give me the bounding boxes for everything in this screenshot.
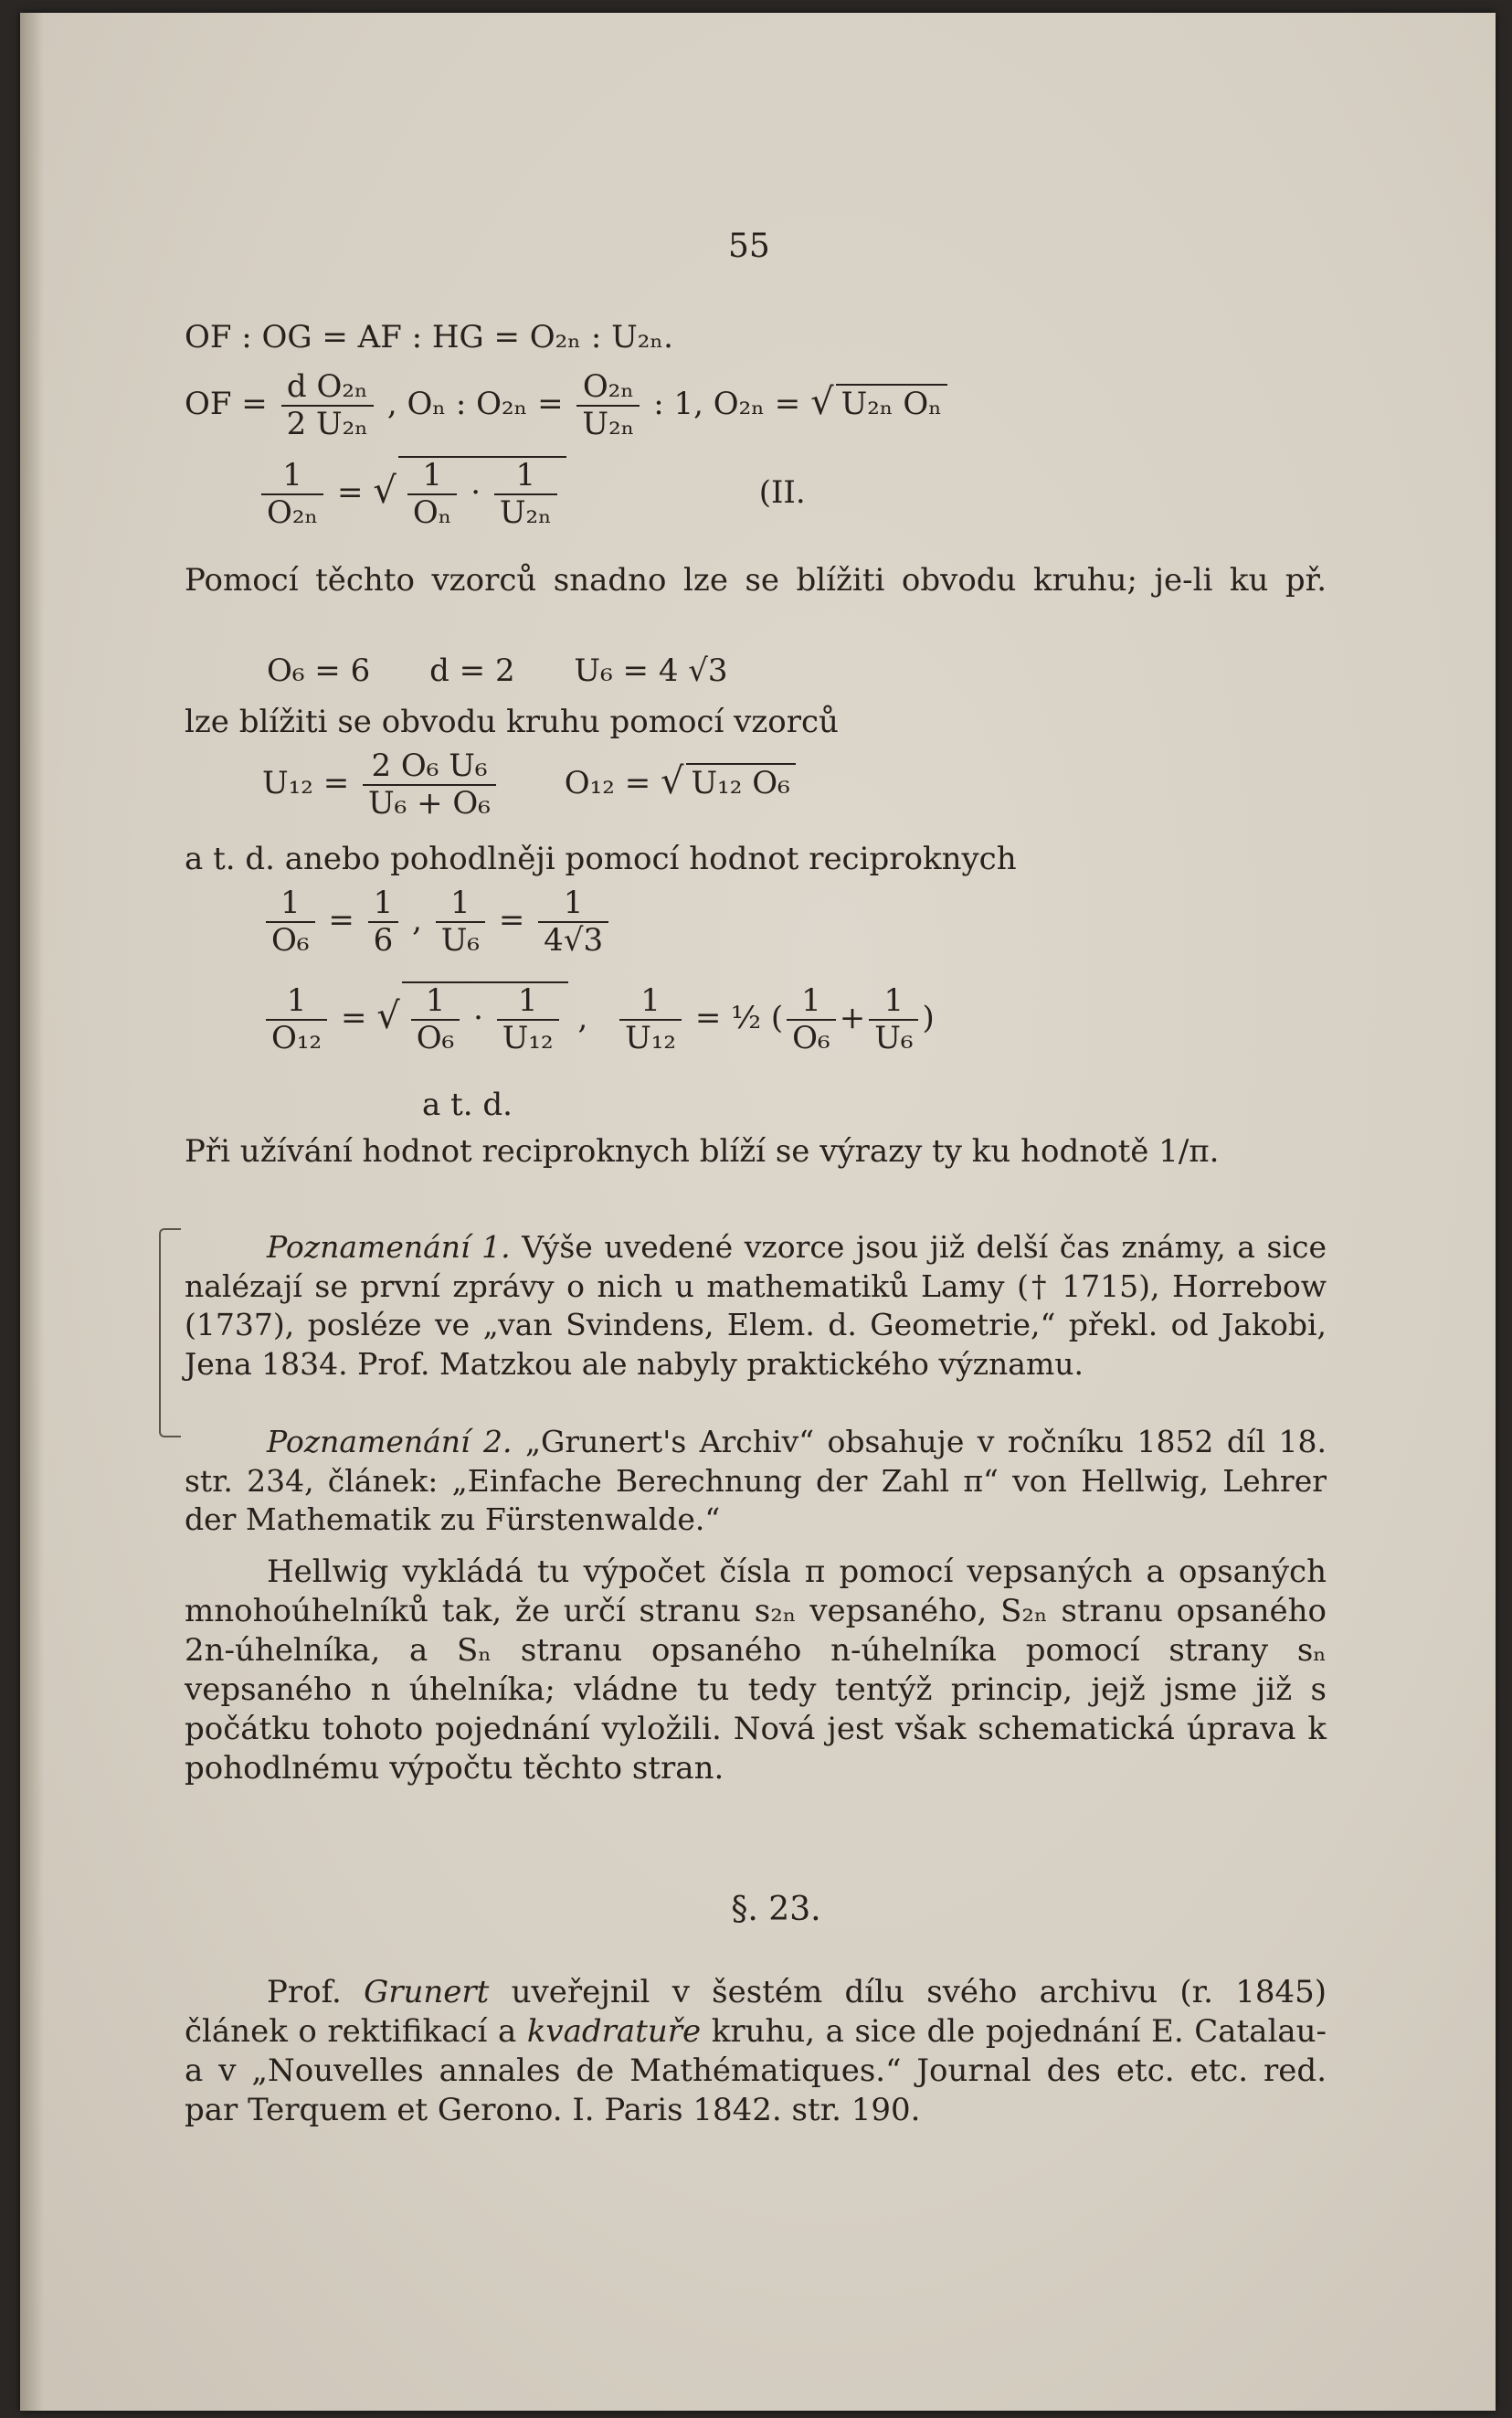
fraction (411, 983, 460, 1056)
fraction (266, 886, 315, 959)
formula-reciprocal-values (262, 886, 612, 959)
note-1 (185, 1228, 1327, 1384)
formula-reciprocal-o2n (258, 456, 806, 531)
radicand: U₁₂ O₆ (686, 763, 796, 801)
equals-sign: = (340, 1000, 367, 1037)
numerator: 1 (497, 983, 559, 1021)
numerator: 1 (368, 886, 399, 923)
numerator: 1 (538, 886, 608, 923)
radicand (398, 456, 566, 531)
numerator: 1 (266, 886, 315, 923)
formula-initial-values: O₆ = 6 d = 2 U₆ = 4 √3 (267, 652, 728, 689)
and-so-on: a t. d. (422, 1087, 513, 1123)
numerator: 2 O₆ U₆ (363, 748, 496, 786)
radical-sign: √ (376, 995, 400, 1038)
grunert-text-2: kruhu, a sice dle pojednání E. Catalau-a v „Nouvelles annales de Mathématiques.“ Journal des etc. etc. red. par Terquem et Gerono. I. Paris 1842. str. 190. (185, 2013, 1327, 2128)
grunert-word: kvadratuře (526, 2013, 702, 2050)
numerator: 1 (407, 458, 458, 495)
fraction (869, 983, 918, 1056)
fraction (281, 369, 374, 442)
equals-sign: = (328, 902, 354, 939)
equals-sign: = (498, 902, 525, 939)
comma: , (412, 902, 422, 939)
denominator: U₁₂ (502, 1020, 554, 1057)
note-2-text: „Grunert's Archiv“ obsahuje v ročníku 1852 díl 18. str. 234, článek: „Einfache Berechnung der Zahl π“ von Hellwig, Lehrer der Mathematik zu Fürstenwalde.“ (185, 1424, 1327, 1537)
section-heading: §. 23. (731, 1891, 821, 1928)
fraction (368, 886, 399, 959)
formula-of (185, 369, 947, 442)
grunert-text-1: uveřejnil v šestém dílu svého archivu (r. 1845) článek o rektifikací a (185, 1974, 1327, 2050)
numerator: 1 (411, 983, 460, 1021)
denominator: U₆ + O₆ (368, 785, 491, 822)
denominator: Oₙ (412, 494, 452, 532)
numerator: 1 (619, 983, 682, 1021)
fraction (266, 983, 327, 1056)
denominator: O₁₂ (271, 1020, 322, 1057)
note-2 (185, 1423, 1327, 1540)
denominator: 4√3 (544, 922, 604, 960)
fraction (363, 748, 496, 822)
denominator: U₁₂ (625, 1020, 676, 1057)
denominator: U₂ₙ (499, 494, 552, 532)
equals-sign: = (694, 1000, 722, 1037)
formula-reciprocal-o12 (262, 981, 935, 1056)
close-paren: ) (922, 1000, 935, 1037)
radical-sign: √ (810, 381, 834, 424)
dot-operator: · (471, 474, 481, 512)
numerator: 1 (261, 458, 323, 495)
plus-sign: + (839, 1000, 866, 1037)
o12-lhs: O₁₂ = (564, 765, 651, 802)
paragraph-intro: Pomocí těchto vzorců snadno lze se blížiti obvodu kruhu; je-li ku př. (185, 562, 1327, 599)
denominator: 2 U₂ₙ (286, 406, 369, 443)
fraction (538, 886, 608, 959)
denominator: U₂ₙ (582, 406, 635, 443)
formula-of-lhs: OF = (185, 386, 268, 423)
formula-of-tail: : 1, O₂ₙ = (653, 386, 801, 423)
fraction (407, 458, 458, 531)
denominator: O₆ (792, 1020, 830, 1057)
formula-proportion: OF : OG = AF : HG = O₂ₙ : U₂ₙ. (185, 319, 673, 355)
denominator: U₆ (440, 922, 481, 960)
grunert-prefix: Prof. (267, 1974, 342, 2010)
paragraph-grunert (185, 1973, 1327, 2130)
equation-label: (II. (758, 474, 806, 512)
denominator: O₆ (271, 922, 310, 960)
book-page (20, 13, 1496, 2411)
numerator: d O₂ₙ (281, 369, 374, 407)
margin-bracket (159, 1228, 181, 1437)
open-paren: ( (770, 1000, 784, 1037)
formula-of-mid: , Oₙ : O₂ₙ = (386, 386, 564, 423)
paragraph-reciprocal: a t. d. anebo pohodlněji pomocí hodnot reciproknych (185, 841, 1017, 877)
numerator: 1 (266, 983, 327, 1021)
paragraph-formulas: lze blížiti se obvodu kruhu pomocí vzorců (185, 704, 839, 740)
grunert-name: Grunert (364, 1974, 490, 2010)
denominator: O₆ (416, 1020, 455, 1057)
dot-operator: · (473, 1000, 483, 1037)
numerator: 1 (869, 983, 918, 1021)
equals-sign: = (337, 474, 364, 512)
comma: , (577, 1000, 588, 1037)
denominator: O₂ₙ (267, 494, 319, 532)
radicand: U₂ₙ Oₙ (836, 384, 947, 422)
fraction (497, 983, 559, 1056)
note-1-text: Výše uvedené vzorce jsou již delší čas známy, a sice nalézají se první zprávy o nich u mathematiků Lamy († 1715), Horrebow (1737), posléze ve „van Svindens, Elem. d. Geometrie,“ překl. od Jakobi, Jena 1834. Prof. Matzkou ale nabyly praktického významu. (185, 1229, 1327, 1382)
formula-u12 (262, 748, 796, 822)
paragraph-hellwig: Hellwig vykládá tu výpočet čísla π pomocí vepsaných a opsaných mnohoúhelníků tak, že určí stranu s₂ₙ vepsaného, S₂ₙ stranu opsaného 2n-úhelníka, a Sₙ stranu opsaného n-úhelníka pomocí strany sₙ vepsaného n úhelníka; vládne tu tedy tentýž princip, jejž jsme již s počátku tohoto pojednání vyložili. Nová jest však schematická úprava k pohodlnému výpočtu těchto stran. (185, 1554, 1327, 1787)
radical-sign: √ (661, 760, 684, 803)
denominator: 6 (373, 922, 394, 960)
numerator: 1 (787, 983, 836, 1021)
fraction (436, 886, 485, 959)
numerator: O₂ₙ (576, 369, 640, 407)
fraction (787, 983, 836, 1056)
fraction (494, 458, 557, 531)
u12-lhs: U₁₂ = (262, 765, 350, 802)
fraction (576, 369, 640, 442)
fraction (619, 983, 682, 1056)
radical-sign: √ (373, 470, 397, 513)
numerator: 1 (436, 886, 485, 923)
fraction (261, 458, 323, 531)
note-2-label: Poznamenání 2. (267, 1424, 513, 1459)
paragraph-usage: Při užívání hodnot reciproknych blíží se výrazy ty ku hodnotě 1/π. (185, 1133, 1220, 1170)
numerator: 1 (494, 458, 557, 495)
note-1-label: Poznamenání 1. (267, 1229, 511, 1265)
denominator: U₆ (874, 1020, 914, 1057)
one-half: ½ (731, 1000, 762, 1037)
radicand (402, 981, 568, 1056)
page-number: 55 (728, 228, 770, 265)
